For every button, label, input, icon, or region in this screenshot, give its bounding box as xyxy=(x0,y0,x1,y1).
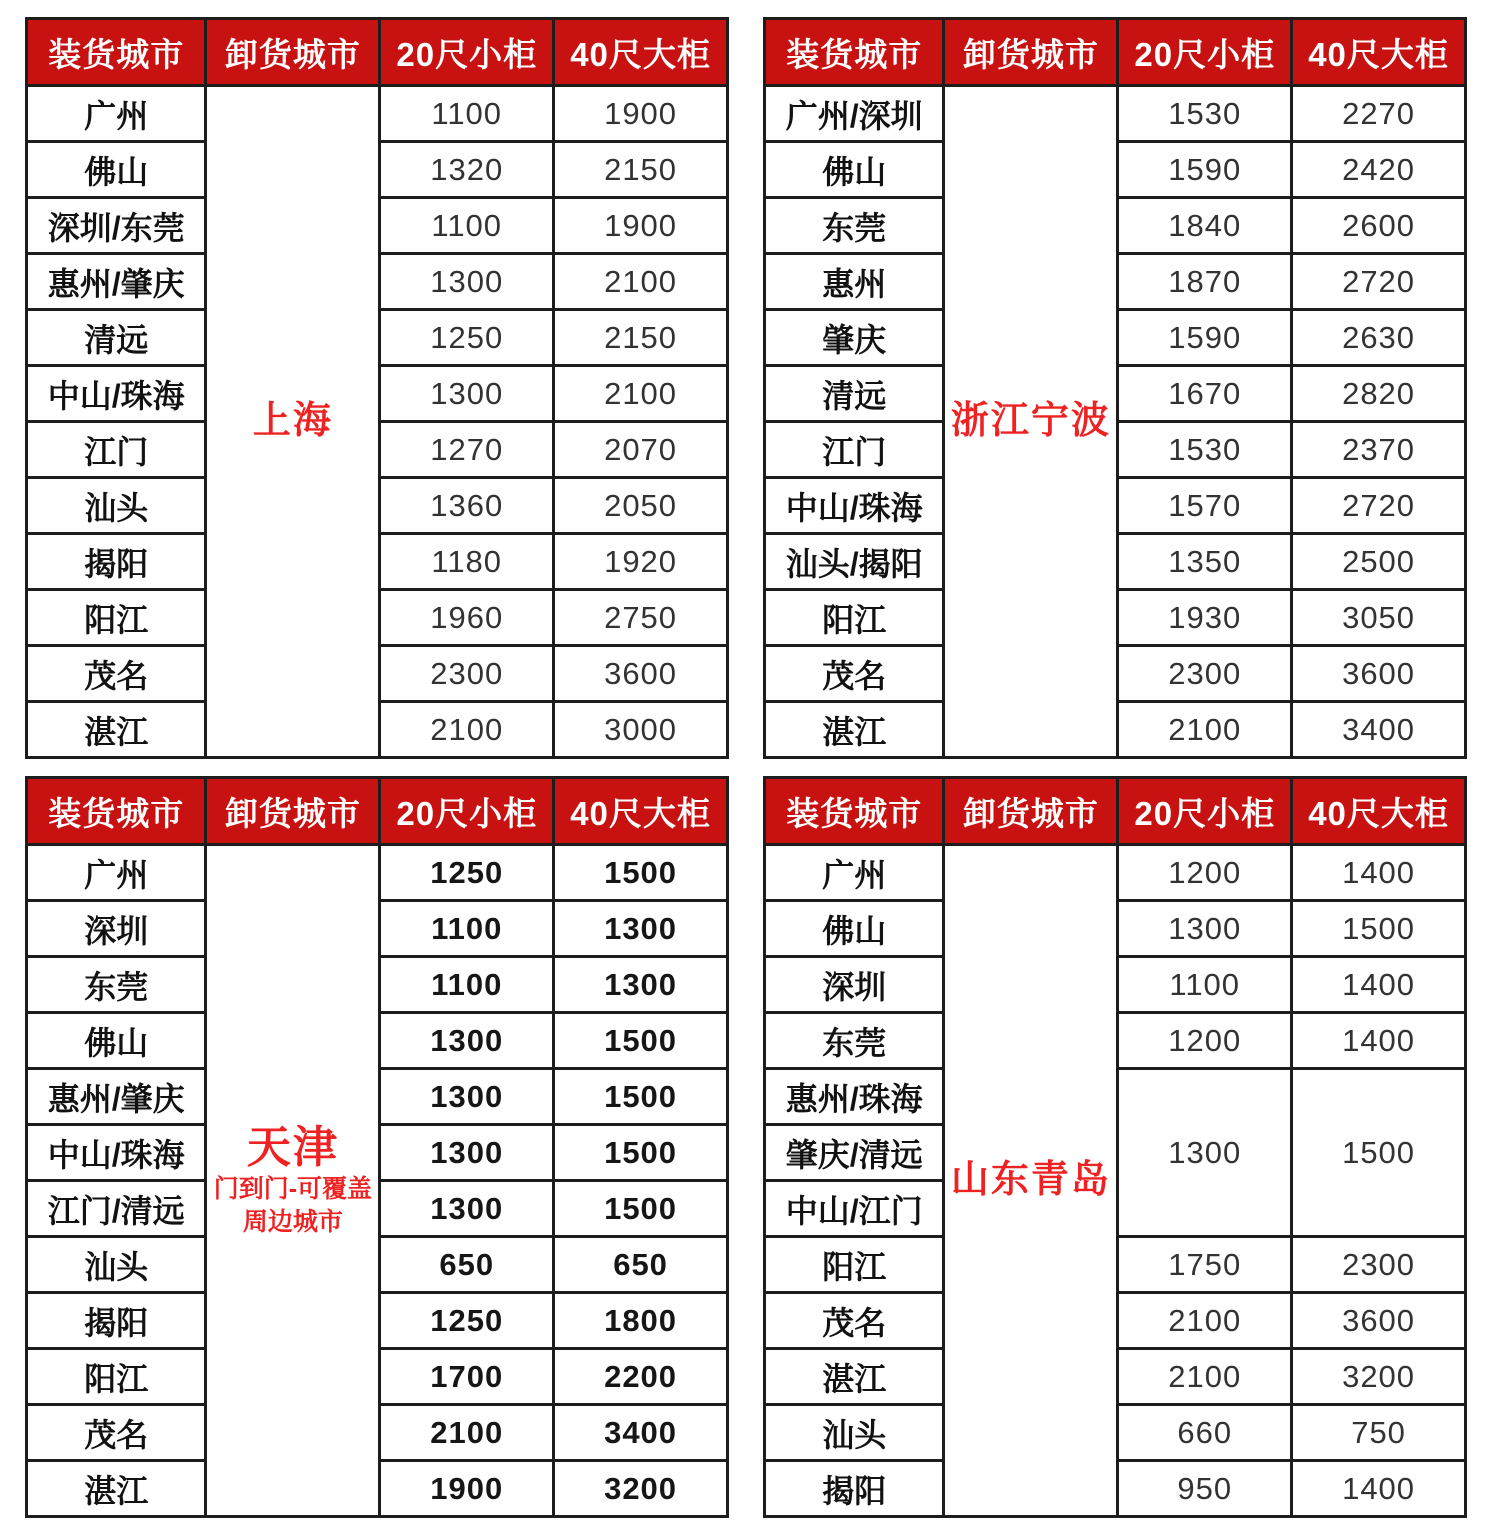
price-20ft-cell: 2100 xyxy=(380,702,554,758)
loading-city-cell: 茂名 xyxy=(27,646,206,702)
price-40ft-cell: 1300 xyxy=(554,957,728,1013)
price-40ft-cell: 1900 xyxy=(554,198,728,254)
loading-city-cell: 深圳 xyxy=(765,957,944,1013)
loading-city-cell: 江门 xyxy=(765,422,944,478)
price-20ft-cell: 1100 xyxy=(380,86,554,142)
price-20ft-cell: 1570 xyxy=(1118,478,1292,534)
table-row xyxy=(27,845,728,901)
price-20ft-cell: 2100 xyxy=(1118,1293,1292,1349)
price-20ft-cell: 1670 xyxy=(1118,366,1292,422)
loading-city-cell: 汕头/揭阳 xyxy=(765,534,944,590)
price-20ft-cell: 1350 xyxy=(1118,534,1292,590)
price-20ft-cell: 1300 xyxy=(1118,901,1292,957)
table-row xyxy=(27,86,728,142)
loading-city-cell: 茂名 xyxy=(27,1405,206,1461)
header-row xyxy=(27,19,728,86)
loading-city-cell: 清远 xyxy=(765,366,944,422)
price-40ft-cell: 2720 xyxy=(1292,478,1466,534)
price-40ft-cell: 2720 xyxy=(1292,254,1466,310)
loading-city-cell: 江门 xyxy=(27,422,206,478)
loading-city-cell: 广州 xyxy=(765,845,944,901)
price-40ft-cell: 1400 xyxy=(1292,845,1466,901)
loading-city-cell: 深圳 xyxy=(27,901,206,957)
price-20ft-cell: 1100 xyxy=(380,957,554,1013)
header-loading-city: 装货城市 xyxy=(765,19,944,86)
price-20ft-cell: 1960 xyxy=(380,590,554,646)
price-20ft-cell: 950 xyxy=(1118,1461,1292,1517)
price-20ft-cell: 1300 xyxy=(380,1013,554,1069)
price-40ft-cell: 3200 xyxy=(554,1461,728,1517)
price-20ft-cell: 1300 xyxy=(380,1181,554,1237)
destination-note: 周边城市 xyxy=(242,1207,343,1236)
price-40ft-cell: 3600 xyxy=(1292,1293,1466,1349)
tables-grid xyxy=(25,17,1467,1518)
loading-city-cell: 肇庆/清远 xyxy=(765,1125,944,1181)
price-20ft-cell: 2300 xyxy=(380,646,554,702)
price-40ft-cell: 1500 xyxy=(554,845,728,901)
price-20ft-cell: 1200 xyxy=(1118,845,1292,901)
loading-city-cell: 佛山 xyxy=(27,1013,206,1069)
loading-city-cell: 茂名 xyxy=(765,1293,944,1349)
loading-city-cell: 汕头 xyxy=(765,1405,944,1461)
loading-city-cell: 中山/珠海 xyxy=(765,478,944,534)
price-20ft-cell: 1590 xyxy=(1118,310,1292,366)
price-20ft-cell: 2100 xyxy=(380,1405,554,1461)
price-20ft-cell: 1360 xyxy=(380,478,554,534)
price-20ft-cell: 1590 xyxy=(1118,142,1292,198)
table-body xyxy=(765,845,1466,1517)
price-20ft-cell: 1530 xyxy=(1118,86,1292,142)
price-40ft-cell: 3050 xyxy=(1292,590,1466,646)
destination-cell xyxy=(206,86,380,758)
price-40ft-cell: 1500 xyxy=(554,1125,728,1181)
price-40ft-cell: 2370 xyxy=(1292,422,1466,478)
loading-city-cell: 揭阳 xyxy=(27,1293,206,1349)
freight-table-tianjin xyxy=(25,776,729,1518)
loading-city-cell: 汕头 xyxy=(27,1237,206,1293)
header-row xyxy=(765,19,1466,86)
price-40ft-cell: 1400 xyxy=(1292,1013,1466,1069)
table-header xyxy=(27,778,728,845)
price-40ft-cell: 1400 xyxy=(1292,1461,1466,1517)
header-row xyxy=(27,778,728,845)
destination-cell xyxy=(944,845,1118,1517)
loading-city-cell: 阳江 xyxy=(27,590,206,646)
table-header xyxy=(27,19,728,86)
price-40ft-cell: 1900 xyxy=(554,86,728,142)
price-40ft-cell: 3000 xyxy=(554,702,728,758)
header-40ft: 40尺大柜 xyxy=(554,778,728,845)
loading-city-cell: 湛江 xyxy=(27,1461,206,1517)
price-20ft-cell: 1900 xyxy=(380,1461,554,1517)
loading-city-cell: 广州/深圳 xyxy=(765,86,944,142)
price-20ft-cell: 1320 xyxy=(380,142,554,198)
header-row xyxy=(765,778,1466,845)
loading-city-cell: 东莞 xyxy=(765,198,944,254)
header-unloading-city: 卸货城市 xyxy=(206,19,380,86)
table-row xyxy=(765,845,1466,901)
loading-city-cell: 阳江 xyxy=(765,590,944,646)
price-20ft-cell: 1100 xyxy=(380,198,554,254)
table-row xyxy=(765,86,1466,142)
price-40ft-cell: 2630 xyxy=(1292,310,1466,366)
header-40ft: 40尺大柜 xyxy=(1292,19,1466,86)
loading-city-cell: 佛山 xyxy=(765,142,944,198)
header-unloading-city: 卸货城市 xyxy=(206,778,380,845)
price-40ft-cell: 2150 xyxy=(554,142,728,198)
loading-city-cell: 湛江 xyxy=(765,702,944,758)
price-40ft-cell: 3600 xyxy=(554,646,728,702)
price-20ft-cell: 1250 xyxy=(380,310,554,366)
loading-city-cell: 惠州/珠海 xyxy=(765,1069,944,1125)
loading-city-cell: 中山/江门 xyxy=(765,1181,944,1237)
price-40ft-cell: 2100 xyxy=(554,366,728,422)
table-body xyxy=(27,86,728,758)
price-40ft-cell: 2270 xyxy=(1292,86,1466,142)
loading-city-cell: 东莞 xyxy=(765,1013,944,1069)
loading-city-cell: 广州 xyxy=(27,86,206,142)
header-loading-city: 装货城市 xyxy=(765,778,944,845)
price-20ft-cell: 1250 xyxy=(380,1293,554,1349)
price-40ft-cell: 750 xyxy=(1292,1405,1466,1461)
loading-city-cell: 揭阳 xyxy=(27,534,206,590)
price-20ft-cell: 1300 xyxy=(380,366,554,422)
price-20ft-cell: 1530 xyxy=(1118,422,1292,478)
loading-city-cell: 惠州/肇庆 xyxy=(27,1069,206,1125)
price-40ft-cell: 1500 xyxy=(554,1069,728,1125)
price-40ft-cell: 2820 xyxy=(1292,366,1466,422)
price-40ft-cell: 650 xyxy=(554,1237,728,1293)
table-header xyxy=(765,778,1466,845)
loading-city-cell: 揭阳 xyxy=(765,1461,944,1517)
freight-table-qingdao xyxy=(763,776,1467,1518)
price-20ft-cell: 1180 xyxy=(380,534,554,590)
destination-cell xyxy=(206,845,380,1517)
price-40ft-cell: 2200 xyxy=(554,1349,728,1405)
loading-city-cell: 茂名 xyxy=(765,646,944,702)
price-20ft-cell: 1300 xyxy=(380,254,554,310)
loading-city-cell: 佛山 xyxy=(765,901,944,957)
loading-city-cell: 汕头 xyxy=(27,478,206,534)
loading-city-cell: 东莞 xyxy=(27,957,206,1013)
price-20ft-cell: 660 xyxy=(1118,1405,1292,1461)
loading-city-cell: 中山/珠海 xyxy=(27,1125,206,1181)
freight-table-shanghai xyxy=(25,17,729,759)
loading-city-cell: 阳江 xyxy=(27,1349,206,1405)
price-40ft-cell: 1500 xyxy=(1292,1069,1466,1237)
price-40ft-cell: 1400 xyxy=(1292,957,1466,1013)
price-20ft-cell: 1250 xyxy=(380,845,554,901)
price-40ft-cell: 1300 xyxy=(554,901,728,957)
price-40ft-cell: 1500 xyxy=(554,1181,728,1237)
header-20ft: 20尺小柜 xyxy=(380,19,554,86)
price-20ft-cell: 1100 xyxy=(380,901,554,957)
header-unloading-city: 卸货城市 xyxy=(944,19,1118,86)
table-body xyxy=(27,845,728,1517)
price-20ft-cell: 1700 xyxy=(380,1349,554,1405)
loading-city-cell: 阳江 xyxy=(765,1237,944,1293)
loading-city-cell: 深圳/东莞 xyxy=(27,198,206,254)
price-20ft-cell: 2300 xyxy=(1118,646,1292,702)
loading-city-cell: 惠州/肇庆 xyxy=(27,254,206,310)
price-20ft-cell: 1100 xyxy=(1118,957,1292,1013)
table-header xyxy=(765,19,1466,86)
price-40ft-cell: 3400 xyxy=(1292,702,1466,758)
price-40ft-cell: 2500 xyxy=(1292,534,1466,590)
price-20ft-cell: 1750 xyxy=(1118,1237,1292,1293)
price-20ft-cell: 1200 xyxy=(1118,1013,1292,1069)
header-20ft: 20尺小柜 xyxy=(380,778,554,845)
loading-city-cell: 中山/珠海 xyxy=(27,366,206,422)
table-body xyxy=(765,86,1466,758)
header-loading-city: 装货城市 xyxy=(27,19,206,86)
price-20ft-cell: 1930 xyxy=(1118,590,1292,646)
price-40ft-cell: 2300 xyxy=(1292,1237,1466,1293)
price-40ft-cell: 2420 xyxy=(1292,142,1466,198)
destination-note: 门到门-可覆盖 xyxy=(213,1175,373,1204)
price-40ft-cell: 1500 xyxy=(1292,901,1466,957)
destination-name: 上海 xyxy=(252,399,333,442)
header-20ft: 20尺小柜 xyxy=(1118,778,1292,845)
loading-city-cell: 湛江 xyxy=(27,702,206,758)
destination-name: 山东青岛 xyxy=(950,1158,1111,1201)
loading-city-cell: 惠州 xyxy=(765,254,944,310)
price-40ft-cell: 1920 xyxy=(554,534,728,590)
destination-name: 天津 xyxy=(246,1122,339,1172)
price-20ft-cell: 1870 xyxy=(1118,254,1292,310)
price-40ft-cell: 1500 xyxy=(554,1013,728,1069)
price-40ft-cell: 3600 xyxy=(1292,646,1466,702)
loading-city-cell: 广州 xyxy=(27,845,206,901)
loading-city-cell: 肇庆 xyxy=(765,310,944,366)
price-40ft-cell: 2100 xyxy=(554,254,728,310)
header-20ft: 20尺小柜 xyxy=(1118,19,1292,86)
destination-cell xyxy=(944,86,1118,758)
loading-city-cell: 佛山 xyxy=(27,142,206,198)
price-20ft-cell: 1300 xyxy=(380,1125,554,1181)
price-20ft-cell: 1300 xyxy=(380,1069,554,1125)
price-20ft-cell: 1270 xyxy=(380,422,554,478)
price-20ft-cell: 1840 xyxy=(1118,198,1292,254)
price-40ft-cell: 1800 xyxy=(554,1293,728,1349)
loading-city-cell: 湛江 xyxy=(765,1349,944,1405)
loading-city-cell: 江门/清远 xyxy=(27,1181,206,1237)
destination-name: 浙江宁波 xyxy=(950,399,1111,442)
price-40ft-cell: 2600 xyxy=(1292,198,1466,254)
price-40ft-cell: 2050 xyxy=(554,478,728,534)
price-40ft-cell: 3400 xyxy=(554,1405,728,1461)
header-loading-city: 装货城市 xyxy=(27,778,206,845)
price-40ft-cell: 2750 xyxy=(554,590,728,646)
loading-city-cell: 清远 xyxy=(27,310,206,366)
header-40ft: 40尺大柜 xyxy=(1292,778,1466,845)
header-40ft: 40尺大柜 xyxy=(554,19,728,86)
price-20ft-cell: 650 xyxy=(380,1237,554,1293)
price-40ft-cell: 2070 xyxy=(554,422,728,478)
price-20ft-cell: 1300 xyxy=(1118,1069,1292,1237)
price-20ft-cell: 2100 xyxy=(1118,1349,1292,1405)
price-20ft-cell: 2100 xyxy=(1118,702,1292,758)
header-unloading-city: 卸货城市 xyxy=(944,778,1118,845)
price-40ft-cell: 2150 xyxy=(554,310,728,366)
price-40ft-cell: 3200 xyxy=(1292,1349,1466,1405)
freight-table-ningbo xyxy=(763,17,1467,759)
